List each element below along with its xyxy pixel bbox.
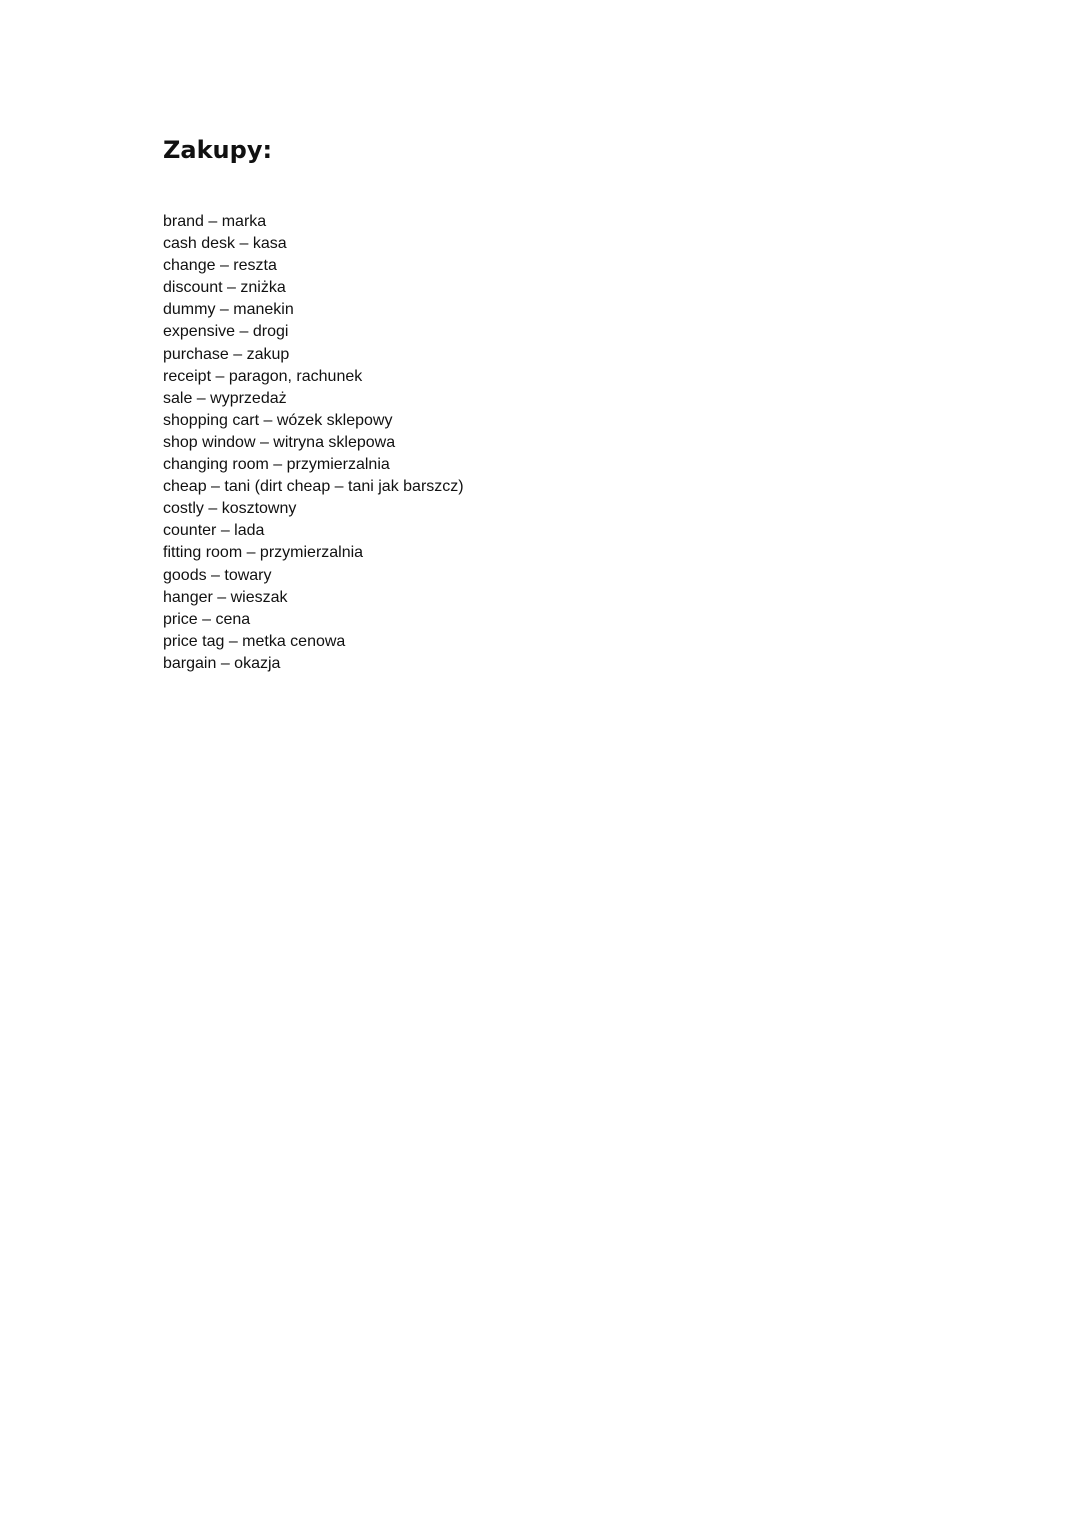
list-item: dummy – manekin — [163, 301, 294, 319]
list-item: price tag – metka cenowa — [163, 632, 346, 650]
vocabulary-list — [163, 211, 464, 675]
list-item: bargain – okazja — [163, 654, 281, 672]
list-item: expensive – drogi — [163, 323, 289, 341]
list-item: receipt – paragon, rachunek — [163, 367, 363, 385]
list-item: cash desk – kasa — [163, 235, 287, 253]
list-item: purchase – zakup — [163, 345, 290, 363]
list-item: brand – marka — [163, 213, 267, 230]
list-item: shopping cart – wózek sklepowy — [163, 411, 393, 429]
list-item: shop window – witryna sklepowa — [163, 433, 396, 451]
list-item: sale – wyprzedaż — [163, 389, 287, 407]
list-item: hanger – wieszak — [163, 588, 288, 606]
list-item: price – cena — [163, 610, 251, 628]
list-item: discount – zniżka — [163, 279, 286, 297]
page-title: Zakupy: — [163, 136, 273, 164]
list-item: changing room – przymierzalnia — [163, 456, 390, 474]
list-item: cheap – tani (dirt cheap – tani jak barszcz) — [163, 478, 464, 496]
list-item: change – reszta — [163, 257, 277, 275]
list-item: counter – lada — [163, 522, 265, 540]
list-item: costly – kosztowny — [163, 500, 297, 518]
list-item: fitting room – przymierzalnia — [163, 544, 364, 562]
list-item: goods – towary — [163, 566, 272, 584]
